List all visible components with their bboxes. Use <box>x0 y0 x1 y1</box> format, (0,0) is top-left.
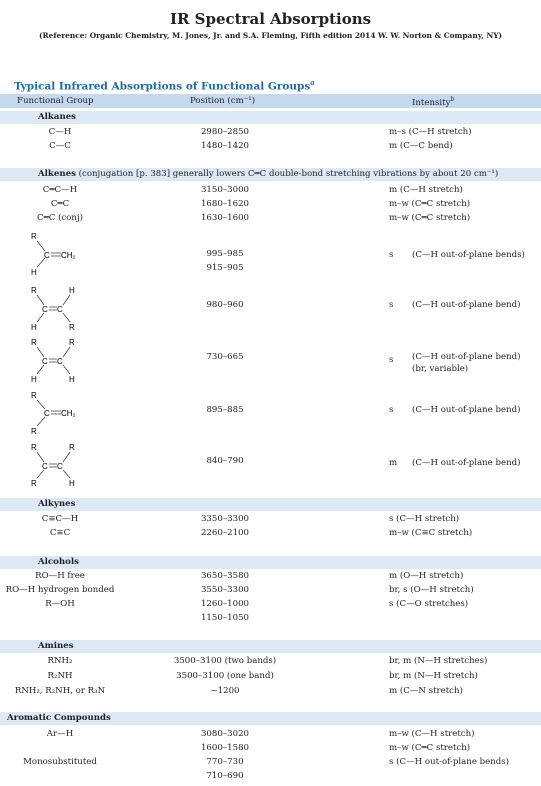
table-row-intensity: br, s (O—H stretch) <box>389 585 474 595</box>
table-row-intensity: m (C—N stretch) <box>389 686 463 696</box>
table-row-description: (C—H out-of-plane bends) <box>412 250 525 260</box>
table-row-intensity: s <box>389 405 394 415</box>
table-row-group: Ar—H <box>46 729 74 739</box>
svg-text:H: H <box>69 375 75 384</box>
table-row-position: 1630–1600 <box>200 213 250 223</box>
table-row-position: ~1200 <box>210 686 240 696</box>
table-row-position: 3550–3300 <box>200 585 250 595</box>
table-row-group: C═C (conj) <box>37 213 83 223</box>
table-row-position: 840–790 <box>206 456 244 466</box>
table-row-description: (C—H out-of-plane bend) <box>412 300 521 310</box>
svg-text:C: C <box>42 357 48 366</box>
table-row-intensity: m (O—H stretch) <box>389 571 464 581</box>
svg-text:CH₂: CH₂ <box>61 409 76 418</box>
table-row-position: 895–885 <box>206 405 244 415</box>
svg-text:R: R <box>69 443 75 452</box>
table-row-group: C—H <box>48 127 72 137</box>
table-row-intensity: m–w (C═C stretch) <box>389 213 471 223</box>
table-row-position: 3500–3100 (two bands) <box>173 656 277 666</box>
table-row-intensity: s (C—H stretch) <box>389 514 460 524</box>
table-row-group: C═C—H <box>42 185 78 195</box>
header-functional-group: Functional Group <box>17 96 94 106</box>
trans-alkene-structure <box>25 283 115 337</box>
table-row-group: RNH₂ <box>47 656 73 666</box>
table-row-position: 915–905 <box>206 263 244 273</box>
table-row-description: (C—H out-of-plane bend) <box>412 458 521 468</box>
table-row-position: 3500–3100 (one band) <box>176 671 274 681</box>
table-row-intensity: m–w (C═C stretch) <box>389 199 471 209</box>
table-header <box>0 94 541 108</box>
table-row-intensity: m (C—C bend) <box>389 141 453 151</box>
table-row-group: RNH₂, R₂NH, or R₃N <box>14 686 106 696</box>
alkanes-band: Alkanes <box>0 111 541 124</box>
svg-text:C: C <box>44 409 50 418</box>
table-row-position: 995–985 <box>206 249 244 259</box>
table-row-group: C═C <box>50 199 70 209</box>
table-row-group: Monosubstituted <box>23 757 97 767</box>
amines-band: Amines <box>0 640 541 653</box>
vinyl-structure <box>25 228 115 282</box>
gem-disubstituted-structure <box>25 388 115 442</box>
svg-text:R: R <box>31 391 37 400</box>
svg-text:H: H <box>31 375 37 384</box>
alcohols-band: Alcohols <box>0 556 541 569</box>
svg-text:C: C <box>42 305 48 314</box>
table-row-position: 1150–1050 <box>200 613 250 623</box>
table-row-position: 1480–1420 <box>200 141 250 151</box>
svg-text:C: C <box>57 357 63 366</box>
table-row-position: 2260–2100 <box>200 528 250 538</box>
table-row-group: R₂NH <box>47 671 73 681</box>
table-row-group: RO—H free <box>35 571 85 581</box>
table-row-description: (br, variable) <box>412 364 469 374</box>
alkenes-band: Alkenes (conjugation [p. 383] generally lowers C═C double-bond stretching vibrations by about 20 cm⁻¹) <box>0 168 541 181</box>
table-row-position: 3650–3580 <box>200 571 250 581</box>
table-row-intensity: m–w (C≡C stretch) <box>389 528 473 538</box>
table-row-position: 770–730 <box>206 757 244 767</box>
table-row-position: 1260–1000 <box>200 599 250 609</box>
header-intensity: Intensity$^b$ <box>412 96 455 108</box>
table-row-position: 710–690 <box>206 771 244 781</box>
table-row-intensity: s <box>389 355 394 365</box>
table-row-intensity: s <box>389 250 394 260</box>
header-position: Position (cm⁻¹) <box>190 96 256 106</box>
table-row-intensity: m–s (C—H stretch) <box>389 127 472 137</box>
table-row-position: 730–665 <box>206 352 244 362</box>
svg-text:H: H <box>31 268 37 277</box>
table-row-description: (C—H out-of-plane bend) <box>412 405 521 415</box>
svg-text:R: R <box>31 232 37 241</box>
table-row-intensity: br, m (N—H stretches) <box>389 656 488 666</box>
table-row-position: 3350–3300 <box>200 514 250 524</box>
svg-text:C: C <box>57 305 63 314</box>
table-row-intensity: br, m (N—H stretch) <box>389 671 478 681</box>
table-row-position: 3080–3020 <box>200 729 250 739</box>
table-row-group: RO—H hydrogen bonded <box>5 585 115 595</box>
svg-text:R: R <box>31 427 37 436</box>
page-title: IR Spectral Absorptions <box>169 10 372 28</box>
table-row-intensity: m–w (C—H stretch) <box>389 729 475 739</box>
table-row-intensity: m <box>389 458 398 468</box>
svg-text:H: H <box>69 286 75 295</box>
table-row-position: 980–960 <box>206 300 244 310</box>
svg-text:C: C <box>57 462 63 471</box>
svg-text:R: R <box>69 323 75 332</box>
table-row-group: R—OH <box>45 599 75 609</box>
table-row-group: C≡C <box>49 528 71 538</box>
table-row-intensity: s <box>389 300 394 310</box>
table-row-position: 1680–1620 <box>200 199 250 209</box>
svg-text:R: R <box>31 443 37 452</box>
svg-text:R: R <box>31 338 37 347</box>
table-row-intensity: s (C—H out-of-plane bends) <box>389 757 510 767</box>
svg-text:R: R <box>69 338 75 347</box>
svg-text:H: H <box>31 323 37 332</box>
alkynes-band: Alkynes <box>0 498 541 511</box>
table-row-position: 3150–3000 <box>200 185 250 195</box>
table-row-group: C—C <box>49 141 71 151</box>
table-row-group: C≡C—H <box>41 514 79 524</box>
table-row-intensity: m (C—H stretch) <box>389 185 463 195</box>
table-row-position: 1600–1580 <box>200 743 250 753</box>
section-title: Typical Infrared Absorptions of Functional Groups$^a$ <box>14 78 315 93</box>
svg-text:R: R <box>31 286 37 295</box>
svg-text:C: C <box>44 251 50 260</box>
svg-text:CH₂: CH₂ <box>61 251 76 260</box>
reference-line: (Reference: Organic Chemistry, M. Jones, Jr. and S.A. Fleming, Fifth edition 2014 W. W. Norton & Company, NY) <box>39 31 502 40</box>
section-footnote: a <box>310 78 315 87</box>
table-row-position: 2980–2850 <box>200 127 250 137</box>
svg-text:R: R <box>31 479 37 488</box>
aromatic-band: Aromatic Compounds <box>0 712 541 725</box>
table-row-intensity: s (C—O stretches) <box>389 599 469 609</box>
svg-text:H: H <box>69 479 75 488</box>
table-row-description: (C—H out-of-plane bend) <box>412 352 521 362</box>
cis-alkene-structure <box>25 335 115 389</box>
table-row-intensity: m–w (C═C stretch) <box>389 743 471 753</box>
svg-text:C: C <box>42 462 48 471</box>
trisubstituted-structure <box>25 440 115 494</box>
